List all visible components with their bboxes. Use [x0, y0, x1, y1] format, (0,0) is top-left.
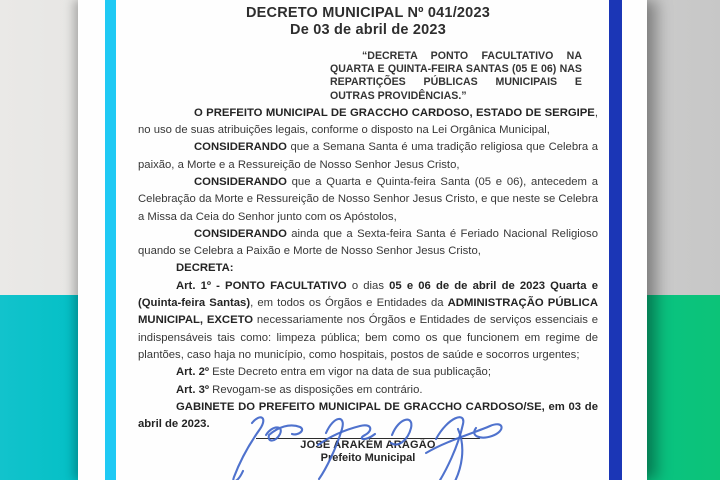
- paragraph: GABINETE DO PREFEITO MUNICIPAL DE GRACCHO CARDOSO/SE, em 03 de abril de 2023.: [138, 400, 598, 431]
- title-line-1: DECRETO MUNICIPAL Nº 041/2023: [246, 5, 490, 21]
- paragraph: CONSIDERANDO ainda que a Sexta-feira Santa é Feriado Nacional Religioso quando se Celebra a Paixão e Morte de Nosso Senhor Jesus Cristo,: [138, 227, 598, 258]
- paragraph: DECRETA:: [176, 262, 234, 275]
- page-border-right-stripe: [609, 0, 622, 480]
- document-content: [138, 0, 598, 480]
- page-border-left-stripe: [105, 0, 116, 480]
- document-body: [138, 105, 598, 434]
- paragraph: Art. 3º Revogam-se as disposições em contrário.: [176, 383, 423, 396]
- paragraph: CONSIDERANDO que a Semana Santa é uma tradição religiosa que Celebra a paixão, a Morte e a Ressureição de Nosso Senhor Jesus Cristo,: [138, 141, 598, 171]
- paragraph: Art. 2º Este Decreto entra em vigor na data de sua publicação;: [176, 366, 491, 379]
- paragraph: CONSIDERANDO que a Quarta e Quinta-feira Santa (05 e 06), antecedem a Celebração da Morte e Ressureição de Nosso Senhor Jesus Cristo, e que neste se Celebra a Missa da Ceia do Senhor junto com os Apóstolos,: [138, 176, 598, 223]
- signature-line: [256, 438, 480, 439]
- epigraph: “DECRETA PONTO FACULTATIVO NA QUARTA E QUINTA-FEIRA SANTAS (05 E 06) NAS REPARTIÇÕES PÚBLICAS MUNICIPAIS E OUTRAS PROVIDÊNCIAS.”: [330, 50, 582, 102]
- document-title: [138, 5, 598, 39]
- paragraph: Art. 1º - PONTO FACULTATIVO o dias 05 e 06 de de abril de 2023 Quarta e (Quinta-feira Santas), em todos os Órgãos e Entidades da ADMINISTRAÇÃO PÚBLICA MUNICIPAL, EXCETO necessariamente nos Órgãos e Entidades de serviços essenciais e indispensáveis tais como: limpeza pública; bem como os que funcionem em regime de plantões, caso haja no município, como hospitais, postos de saúde e socorros urgentes;: [138, 279, 598, 361]
- title-line-2: De 03 de abril de 2023: [290, 22, 446, 38]
- paragraph: O PREFEITO MUNICIPAL DE GRACCHO CARDOSO, ESTADO DE SERGIPE, no uso de suas atribuições legais, conforme o disposto na Lei Orgânica Municipal,: [138, 106, 598, 137]
- signature-block: [138, 437, 598, 480]
- signature-name: JOSÉ ARAKÉM ARAGÃO: [300, 439, 436, 452]
- signature-role: Prefeito Municipal: [320, 451, 416, 464]
- document-page: [78, 0, 647, 480]
